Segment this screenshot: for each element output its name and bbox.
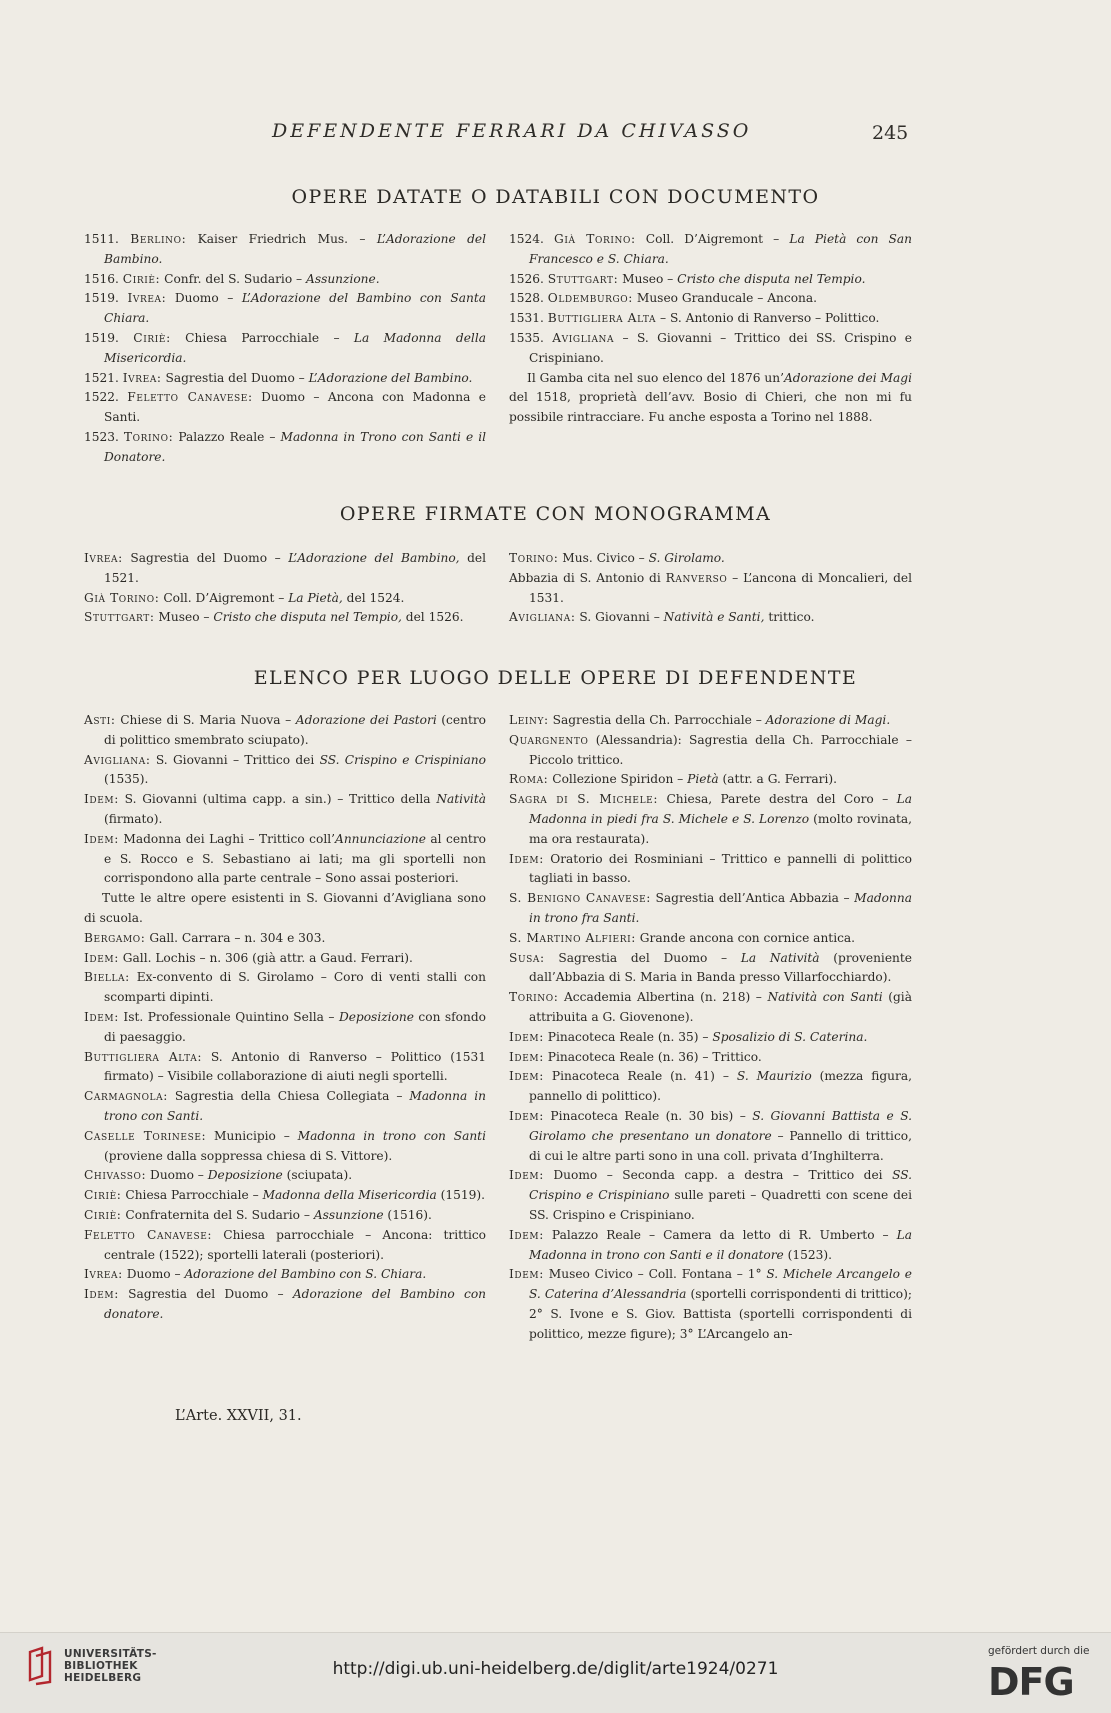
section-title-datate: OPERE DATATE O DATABILI CON DOCUMENTO (291, 186, 820, 208)
entry-text: Coll. D’Aigremont – (159, 590, 289, 605)
list-item (509, 889, 912, 929)
list-item (509, 949, 912, 989)
place-name: Ivrea: (122, 370, 162, 385)
list-item (84, 1087, 486, 1127)
list-item (84, 270, 486, 290)
permalink-url[interactable]: http://digi.ub.uni-heidelberg.de/diglit/arte1924/0271 (332, 1659, 779, 1679)
list-item (509, 790, 912, 849)
work-title: L’Adorazione del Bambino. (104, 232, 486, 266)
place-name: Carmagnola: (84, 1089, 168, 1104)
place-name: Quargnento (509, 732, 589, 747)
list-item (84, 830, 486, 889)
entry-text: Gall. Carrara – n. 304 e 303. (145, 930, 326, 945)
entry-text: S. Giovanni (ultima capp. a sin.) – Trittico della (118, 792, 437, 807)
entry-text: Abbazia di S. Antonio di (509, 570, 666, 585)
entry-text: Sagrestia del Duomo – (118, 1287, 293, 1302)
work-title: La Pietà, (288, 590, 343, 605)
list-item (84, 1186, 486, 1206)
entry-text: Duomo – Seconda capp. a destra – Trittico dei (543, 1168, 893, 1183)
entry-text: (1516). (383, 1207, 432, 1222)
list-item (509, 270, 912, 290)
list-item (509, 309, 912, 329)
entry-text: (centro di polittico smembrato sciupato). (104, 713, 486, 747)
entry-text: Pinacoteca Reale (n. 36) – Trittico. (543, 1049, 762, 1064)
entry-text: Palazzo Reale – (173, 429, 281, 444)
list-item (509, 770, 912, 790)
list-item (84, 1166, 486, 1186)
entry-text: (Alessandria): Sagrestia della Ch. Parrocchiale – Piccolo trittico. (529, 732, 912, 767)
place-name: Già Torino: (84, 590, 160, 605)
list-item (84, 549, 486, 589)
entry-text: Municipio – (206, 1128, 298, 1143)
entry-text: Ex-convento di S. Girolamo – Coro di venti stalli con scomparti dipinti. (104, 970, 486, 1005)
place-name: Ciriè: (84, 1188, 122, 1203)
entry-year: 1521. (84, 370, 119, 385)
section-title-elenco: ELENCO PER LUOGO DELLE OPERE DI DEFENDENTE (253, 667, 858, 689)
work-title: S. Maurizio (736, 1069, 812, 1084)
place-name: Bergamo: (84, 930, 146, 945)
entry-text: S. Antonio di Ranverso – Polittico (1531 firmato) – Visibile collaborazione di aiuti negli sportelli. (104, 1049, 486, 1084)
place-name: Idem: (509, 1168, 544, 1183)
entry-text: (sciupata). (282, 1168, 353, 1183)
entry-year: 1511. (84, 232, 119, 246)
work-title: Madonna della Misericordia (262, 1188, 437, 1203)
entry-text: Duomo – (146, 1168, 208, 1183)
datate-left-column (84, 230, 486, 468)
list-item (84, 968, 486, 1008)
list-item (84, 949, 486, 969)
entry-text: Sagrestia del Duomo – (544, 950, 741, 965)
place-name: Feletto Canavese: (84, 1227, 213, 1242)
place-name: Idem: (509, 1108, 544, 1123)
list-item (509, 1107, 912, 1166)
note-text-end: del 1518, proprietà dell’avv. Bosio di Chieri, che non mi fu possibile rintracciare. Fu anche esposta a Torino nel 1888. (509, 390, 912, 425)
list-item (84, 1206, 486, 1226)
work-title: S. Michele Arcangelo e S. Caterina d’Alessandria (529, 1267, 912, 1302)
entry-text: al centro e S. Rocco e S. Sebastiano ai lati; ma gli sportelli non corrispondono alla parte centrale – Sono assai posteriori. (104, 831, 486, 886)
place-name: Idem: (84, 831, 119, 846)
list-item (509, 1166, 912, 1225)
work-title: La Madonna della Misericordia. (104, 330, 486, 365)
list-item (509, 731, 912, 771)
entry-text: – S. Giovanni – Trittico dei SS. Crispino e Crispiniano. (529, 330, 913, 365)
list-item (84, 589, 486, 609)
place-name: Caselle Torinese: (84, 1128, 207, 1143)
entry-text: (1535). (104, 772, 149, 787)
work-title: L’Adorazione del Bambino. (308, 370, 473, 385)
list-item (84, 369, 486, 389)
work-title: La Natività (740, 950, 820, 965)
entry-text: (molto rovinata, ma ora restaurata). (529, 811, 913, 846)
place-name: Idem: (509, 1267, 544, 1282)
entry-text: – Pannello di trittico, di cui le altre parti sono in una coll. privata d’Inghilterra. (529, 1128, 912, 1163)
place-name: Berlino: (130, 232, 187, 246)
entry-text: Palazzo Reale – Camera da letto di R. Umberto – (543, 1227, 897, 1242)
place-name: Idem: (509, 1227, 544, 1242)
place-name: Asti: (84, 713, 116, 727)
entry-text: (proviene dalla soppressa chiesa di S. Vittore). (104, 1148, 393, 1163)
running-title: DEFENDENTE FERRARI DA CHIVASSO (272, 120, 752, 142)
entry-text: Duomo – Ancona con Madonna e Santi. (104, 390, 487, 425)
entry-text: Collezione Spiridon – (548, 772, 688, 787)
entry-text: Mus. Civico – (558, 551, 649, 565)
entry-year: 1516. (84, 271, 119, 286)
entry-text: Tutte le altre opere esistenti in S. Giovanni d’Avigliana sono di scuola. (84, 891, 486, 925)
work-title: SS. Crispino e Crispiniano (319, 752, 486, 767)
list-item (509, 608, 912, 628)
entry-text: del 1524. (342, 590, 405, 605)
place-name: Idem: (509, 1029, 544, 1044)
entry-text: S. Giovanni – (575, 610, 664, 625)
entry-text: trittico. (764, 610, 815, 625)
elenco-left-column (84, 711, 486, 1325)
entry-text: Chiesa, Parete destra del Coro – (658, 792, 897, 807)
place-name: Avigliana: (509, 610, 576, 625)
place-name: Torino: (509, 990, 559, 1005)
entry-text: Duomo – (166, 291, 242, 306)
list-item (509, 549, 912, 569)
place-name: Buttigliera Alta (547, 311, 657, 326)
gamba-note (509, 369, 912, 428)
entry-text: con sfondo di paesaggio. (104, 1009, 486, 1044)
entry-text: Coll. D’Aigremont – (635, 232, 790, 246)
work-title: Natività con Santi (767, 990, 883, 1005)
list-item (84, 1265, 486, 1285)
list-item (509, 1067, 912, 1107)
place-name: S. Benigno Canavese: (509, 891, 651, 906)
note-text: Il Gamba cita nel suo elenco del 1876 un’ (527, 370, 784, 385)
list-item (84, 1127, 486, 1167)
entry-text: Oratorio dei Rosminiani – Trittico e pannelli di polittico tagliati in basso. (529, 851, 912, 886)
entry-text: (attr. a G. Ferrari). (718, 772, 838, 787)
place-name: Stuttgart: (84, 610, 155, 625)
library-name-line: HEIDELBERG (64, 1672, 142, 1684)
list-item (509, 711, 912, 731)
entry-year: 1524. (509, 232, 544, 246)
place-name: Torino: (509, 551, 559, 565)
list-item (84, 329, 486, 369)
place-name: Idem: (84, 1009, 119, 1024)
list-item (509, 1048, 912, 1068)
work-title: Madonna in Trono con Santi e il Donatore. (104, 429, 487, 464)
work-title: SS. Crispino e Crispiniano (529, 1168, 912, 1203)
entry-text: del 1521. (104, 551, 486, 585)
list-item (84, 751, 486, 791)
place-name: Chivasso: (84, 1168, 147, 1183)
work-title: Deposizione (338, 1009, 414, 1024)
entry-text: Museo – (154, 610, 214, 625)
entry-text: Museo – (618, 271, 678, 286)
entry-text: Gall. Lochis – n. 306 (già attr. a Gaud. Ferrari). (118, 950, 413, 965)
place-name: Ivrea: (127, 291, 167, 306)
list-item (84, 289, 486, 329)
entry-text: Madonna dei Laghi – Trittico coll’ (118, 831, 336, 846)
place-name: Feletto Canavese: (127, 390, 253, 405)
firmate-right-column (509, 549, 912, 628)
place-name: Ivrea: (84, 551, 123, 565)
entry-text: Chiesa parrocchiale – Ancona: trittico centrale (1522); sportelli laterali (posteriori). (104, 1227, 487, 1262)
entry-text: (sportelli corrispondenti di trittico); 2° S. Ivone e S. Giov. Battista (sportelli corrispondenti di polittico, mezze figure); 3° L’Arcangelo an- (529, 1287, 912, 1341)
library-name-line: BIBLIOTHEK (64, 1660, 138, 1672)
list-item (84, 1226, 486, 1266)
list-item (84, 929, 486, 949)
entry-text: – L’ancona di Moncalieri, del 1531. (529, 570, 912, 605)
place-name: Roma: (509, 772, 549, 787)
datate-right-column (509, 230, 912, 428)
entry-text: Sagrestia della Ch. Parrocchiale – (548, 713, 766, 727)
entry-text: Sagrestia della Chiesa Collegiata – (167, 1089, 410, 1104)
place-name: Idem: (509, 1049, 544, 1064)
entry-text: Accademia Albertina (n. 218) – (558, 990, 768, 1005)
work-title: L’Adorazione del Bambino con Santa Chiara. (104, 291, 486, 326)
entry-text: Pinacoteca Reale (n. 30 bis) – (543, 1108, 753, 1123)
work-title: Deposizione (207, 1168, 283, 1183)
work-title: Madonna in trono con Santi. (104, 1089, 486, 1123)
entry-text: Pinacoteca Reale (n. 41) – (543, 1069, 737, 1084)
list-item (84, 889, 486, 929)
entry-text: S. Giovanni – Trittico dei (150, 752, 320, 767)
page-number: 245 (872, 122, 909, 144)
entry-text: (1519). (436, 1188, 486, 1203)
entry-year: 1526. (509, 271, 544, 286)
list-item (84, 711, 486, 751)
place-name: Ciriè: (84, 1207, 122, 1222)
place-name: Avigliana (552, 330, 615, 345)
place-name: S. Martino Alfieri: (509, 930, 636, 945)
issue-signature: L’Arte. XXVII, 31. (175, 1408, 302, 1424)
entry-text: Sagrestia del Duomo – (161, 370, 309, 385)
place-name: Sagra di S. Michele: (509, 792, 659, 807)
place-name: Idem: (84, 950, 119, 965)
list-item (509, 1226, 912, 1266)
work-title: Annunciazione (335, 831, 426, 846)
library-name-line: UNIVERSITÄTS- (64, 1648, 157, 1660)
entry-year: 1528. (509, 291, 544, 306)
entry-year: 1519. (84, 291, 119, 306)
work-title: La Madonna in trono con Santi e il donatore (529, 1227, 912, 1262)
entry-year: 1531. (509, 311, 544, 326)
place-name: Leiny: (509, 713, 549, 727)
list-item (509, 988, 912, 1028)
entry-text: (firmato). (104, 811, 163, 826)
work-title: La Pietà con San Francesco e S. Chiara. (529, 232, 913, 266)
entry-text: (proveniente dall’Abbazia di S. Maria in Banda presso Villarfocchiardo). (529, 950, 912, 985)
work-title: Cristo che disputa nel Tempio, (213, 610, 402, 625)
place-name: Ivrea: (84, 1267, 123, 1282)
place-name: Idem: (509, 1069, 544, 1084)
list-item (84, 608, 486, 628)
entry-year: 1535. (509, 330, 544, 345)
work-title: Adorazione del Bambino con donatore. (104, 1287, 487, 1321)
entry-text: Sagrestia dell’Antica Abbazia – (650, 891, 855, 906)
entry-text: del 1526. (401, 610, 464, 625)
entry-text: Chiesa Parrocchiale – (121, 1188, 263, 1203)
place-name: Torino: (123, 429, 174, 444)
firmate-left-column (84, 549, 486, 628)
note-italic: Adorazione dei Magi (784, 370, 912, 385)
dfg-logo: DFG (988, 1660, 1074, 1704)
place-name: Buttigliera Alta: (84, 1049, 203, 1064)
list-item (509, 1265, 912, 1344)
list-item (84, 230, 486, 270)
entry-text: Museo Civico – Coll. Fontana – 1° (543, 1267, 767, 1282)
list-item (84, 428, 486, 468)
place-name: Stuttgart: (547, 271, 619, 286)
list-item (84, 1285, 486, 1325)
running-head (0, 120, 1111, 150)
entry-text: Ist. Professionale Quintino Sella – (118, 1009, 339, 1024)
entry-text: Chiesa Parrocchiale – (170, 330, 354, 345)
entry-text: Sagrestia del Duomo – (122, 551, 289, 565)
entry-text: (mezza figura, pannello di polittico). (529, 1069, 912, 1104)
entry-text: – S. Antonio di Ranverso – Polittico. (656, 311, 880, 326)
place-name: Già Torino: (554, 232, 636, 246)
entry-text: Pinacoteca Reale (n. 35) – (543, 1029, 713, 1044)
entry-text: Confr. del S. Sudario – (160, 271, 307, 286)
work-title: Natività e Santi, (663, 610, 765, 625)
entry-text: sulle pareti – Quadretti con scene dei SS. Crispino e Crispiniano. (529, 1188, 912, 1222)
work-title: Madonna in trono fra Santi. (529, 891, 912, 925)
work-title: Adorazione del Bambino con S. Chiara. (184, 1267, 427, 1282)
work-title: S. Girolamo. (648, 551, 725, 565)
entry-text: Museo Granducale – Ancona. (632, 291, 818, 306)
place-name: Ciriè: (133, 330, 171, 345)
list-item (84, 1008, 486, 1048)
place-name: Idem: (509, 851, 544, 866)
work-title: Pietà (687, 772, 719, 787)
list-item (509, 569, 912, 609)
place-name: Ciriè: (122, 271, 161, 286)
entry-text: Chiese di S. Maria Nuova – (115, 713, 296, 727)
work-title: Cristo che disputa nel Tempio. (677, 271, 866, 286)
place-name: Biella: (84, 970, 130, 985)
entry-text: Kaiser Friedrich Mus. – (186, 232, 377, 246)
work-title: Sposalizio di S. Caterina. (712, 1029, 868, 1044)
entry-text: Confraternita del S. Sudario – (121, 1207, 314, 1222)
list-item (509, 230, 912, 270)
place-name: Idem: (84, 1287, 119, 1302)
entry-text: (già attribuita a G. Giovenone). (529, 990, 912, 1024)
list-item (509, 329, 912, 369)
work-title: S. Giovanni Battista e S. Girolamo che presentano un donatore (529, 1108, 912, 1143)
list-item (509, 929, 912, 949)
list-item (84, 1048, 486, 1088)
work-title: Adorazione di Magi. (765, 713, 891, 727)
work-title: Assunzione. (306, 271, 380, 286)
work-title: Natività (436, 792, 486, 807)
entry-year: 1519. (84, 330, 119, 345)
entry-year: 1522. (84, 390, 119, 405)
place-name: Ranverso (665, 570, 728, 585)
work-title: Adorazione dei Pastori (295, 713, 437, 727)
funding-caption: gefördert durch die (988, 1645, 1090, 1657)
work-title: L’Adorazione del Bambino, (288, 551, 460, 565)
entry-text: (1523). (783, 1247, 833, 1262)
entry-year: 1523. (84, 429, 119, 444)
place-name: Susa: (509, 950, 545, 965)
section-title-firmate: OPERE FIRMATE CON MONOGRAMMA (339, 503, 772, 525)
work-title: Assunzione (313, 1207, 384, 1222)
place-name: Oldemburgo: (547, 291, 633, 306)
elenco-right-column (509, 711, 912, 1345)
place-name: Avigliana: (84, 752, 151, 767)
work-title: Madonna in trono con Santi (297, 1128, 486, 1143)
list-item (84, 388, 486, 428)
list-item (509, 850, 912, 890)
list-item (509, 1028, 912, 1048)
entry-text: Grande ancona con cornice antica. (635, 930, 856, 945)
list-item (84, 790, 486, 830)
list-item (509, 289, 912, 309)
entry-text: Duomo – (122, 1267, 185, 1282)
work-title: La Madonna in piedi fra S. Michele e S. Lorenzo (529, 792, 912, 826)
place-name: Idem: (84, 792, 119, 807)
digitization-footer (0, 1632, 1111, 1713)
